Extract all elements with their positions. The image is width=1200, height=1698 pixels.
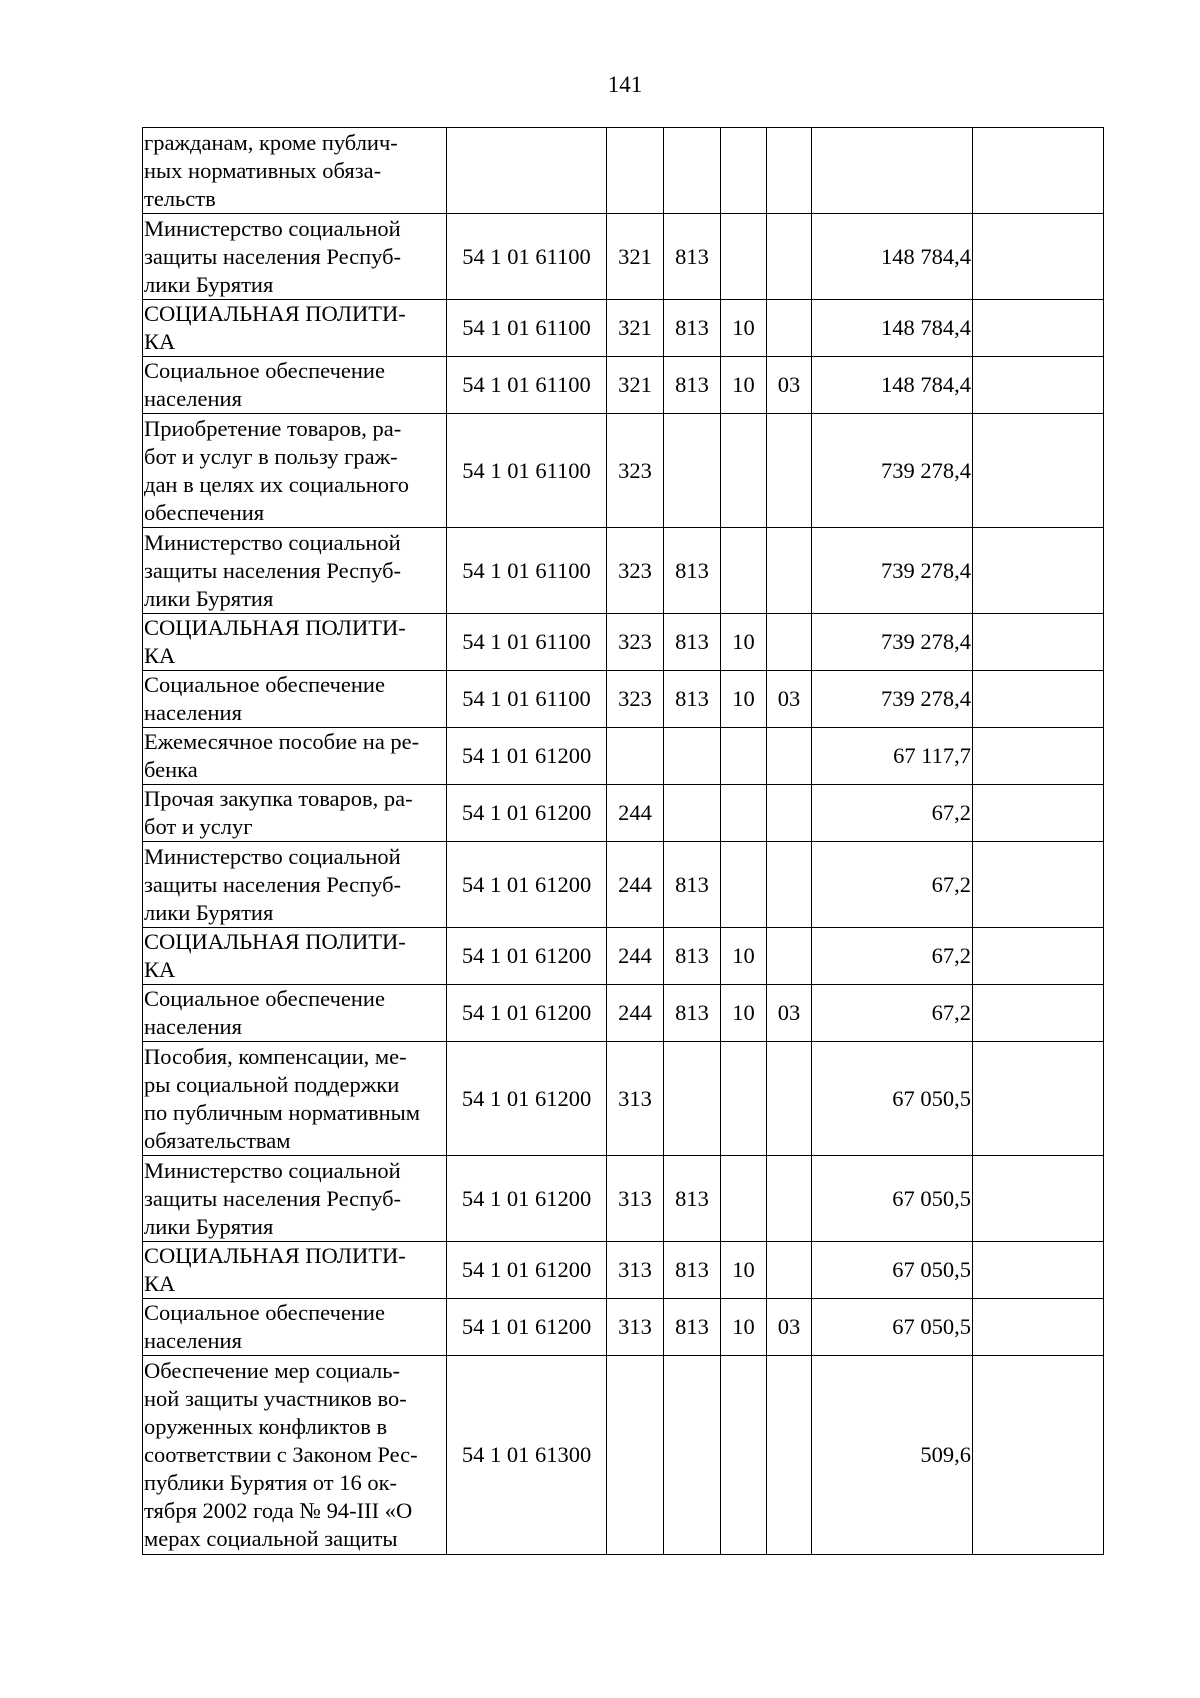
amount-cell: 739 278,4 <box>812 528 973 614</box>
department-cell: 813 <box>664 300 721 357</box>
department-cell: 813 <box>664 1156 721 1242</box>
subsection-cell <box>767 1242 812 1299</box>
row-name-line: населения <box>144 386 242 411</box>
row-name-cell <box>143 128 447 214</box>
expense-type-cell: 313 <box>607 1042 664 1156</box>
row-name-line: дан в целях их социального <box>144 471 409 497</box>
row-name-line: населения <box>144 1328 242 1353</box>
row-name-line: населения <box>144 1014 242 1039</box>
section-cell: 10 <box>721 985 767 1042</box>
section-cell: 10 <box>721 300 767 357</box>
expense-type-cell: 313 <box>607 1156 664 1242</box>
code-cell: 54 1 01 61200 <box>447 1156 607 1242</box>
department-cell: 813 <box>664 671 721 728</box>
expense-type-cell: 313 <box>607 1299 664 1356</box>
expense-type-cell: 321 <box>607 214 664 300</box>
row-name-cell <box>143 1356 447 1555</box>
section-cell <box>721 1042 767 1156</box>
row-name-line: обеспечения <box>144 499 265 525</box>
subsection-cell: 03 <box>767 357 812 414</box>
subsection-cell <box>767 214 812 300</box>
empty-cell <box>973 985 1104 1042</box>
department-cell: 813 <box>664 1242 721 1299</box>
row-name-cell <box>143 614 447 671</box>
amount-cell: 67,2 <box>812 842 973 928</box>
row-name-cell <box>143 728 447 785</box>
expense-type-cell: 323 <box>607 614 664 671</box>
subsection-cell <box>767 300 812 357</box>
code-cell: 54 1 01 61100 <box>447 300 607 357</box>
subsection-cell <box>767 728 812 785</box>
table-row <box>143 728 1104 785</box>
row-name-line: Министерство социальной <box>144 215 401 241</box>
expense-type-cell: 321 <box>607 300 664 357</box>
expense-type-cell <box>607 128 664 214</box>
expense-type-cell: 313 <box>607 1242 664 1299</box>
code-cell: 54 1 01 61100 <box>447 528 607 614</box>
empty-cell <box>973 1242 1104 1299</box>
row-name-line: тельств <box>144 185 216 211</box>
table-row <box>143 214 1104 300</box>
empty-cell <box>973 357 1104 414</box>
row-name-line: публики Бурятия от 16 ок- <box>144 1470 398 1495</box>
code-cell: 54 1 01 61200 <box>447 928 607 985</box>
amount-cell <box>812 128 973 214</box>
row-name-line: гражданам, кроме публич- <box>144 129 398 155</box>
department-cell: 813 <box>664 357 721 414</box>
empty-cell <box>973 528 1104 614</box>
subsection-cell <box>767 928 812 985</box>
department-cell: 813 <box>664 614 721 671</box>
row-name-line: СОЦИАЛЬНАЯ ПОЛИТИ- <box>144 615 406 640</box>
row-name-line: Министерство социальной <box>144 1157 401 1183</box>
row-name-line: Социальное обеспечение <box>144 986 385 1011</box>
code-cell: 54 1 01 61200 <box>447 785 607 842</box>
section-cell <box>721 214 767 300</box>
table-row <box>143 1156 1104 1242</box>
code-cell: 54 1 01 61200 <box>447 1242 607 1299</box>
table-row <box>143 1042 1104 1156</box>
table-row <box>143 985 1104 1042</box>
code-cell: 54 1 01 61200 <box>447 728 607 785</box>
row-name-line: тября 2002 года № 94-III «О <box>144 1498 413 1523</box>
department-cell <box>664 785 721 842</box>
section-cell: 10 <box>721 671 767 728</box>
amount-cell: 67,2 <box>812 928 973 985</box>
department-cell: 813 <box>664 528 721 614</box>
subsection-cell <box>767 1156 812 1242</box>
expense-type-cell <box>607 728 664 785</box>
row-name-cell <box>143 1299 447 1356</box>
department-cell: 813 <box>664 842 721 928</box>
page-number: 141 <box>607 72 643 97</box>
code-cell <box>447 128 607 214</box>
row-name-line: населения <box>144 700 242 725</box>
row-name-line: КА <box>144 957 176 982</box>
subsection-cell: 03 <box>767 671 812 728</box>
table-row <box>143 842 1104 928</box>
row-name-line: лики Бурятия <box>144 585 274 611</box>
subsection-cell <box>767 614 812 671</box>
amount-cell: 148 784,4 <box>812 214 973 300</box>
department-cell: 813 <box>664 214 721 300</box>
subsection-cell <box>767 128 812 214</box>
row-name-line: ры социальной поддержки <box>144 1071 400 1097</box>
code-cell: 54 1 01 61200 <box>447 1042 607 1156</box>
empty-cell <box>973 1299 1104 1356</box>
code-cell: 54 1 01 61100 <box>447 671 607 728</box>
row-name-cell <box>143 528 447 614</box>
expense-type-cell: 244 <box>607 985 664 1042</box>
code-cell: 54 1 01 61300 <box>447 1356 607 1555</box>
department-cell <box>664 1356 721 1555</box>
code-cell: 54 1 01 61200 <box>447 1299 607 1356</box>
row-name-cell <box>143 1156 447 1242</box>
row-name-line: защиты населения Респуб- <box>144 1185 402 1211</box>
row-name-line: Пособия, компенсации, ме- <box>144 1043 407 1069</box>
expense-type-cell: 244 <box>607 928 664 985</box>
empty-cell <box>973 614 1104 671</box>
row-name-line: лики Бурятия <box>144 899 274 925</box>
row-name-cell <box>143 1242 447 1299</box>
row-name-line: обязательствам <box>144 1127 291 1153</box>
table-row <box>143 357 1104 414</box>
row-name-line: оруженных конфликтов в <box>144 1414 388 1439</box>
subsection-cell <box>767 1042 812 1156</box>
row-name-line: Министерство социальной <box>144 843 401 869</box>
empty-cell <box>973 842 1104 928</box>
budget-table <box>142 127 1104 1555</box>
section-cell <box>721 528 767 614</box>
row-name-line: КА <box>144 643 176 668</box>
section-cell <box>721 128 767 214</box>
row-name-cell <box>143 300 447 357</box>
section-cell: 10 <box>721 928 767 985</box>
row-name-line: СОЦИАЛЬНАЯ ПОЛИТИ- <box>144 929 406 954</box>
table-body <box>143 128 1104 1555</box>
table-row <box>143 528 1104 614</box>
row-name-line: мерах социальной защиты <box>144 1526 398 1551</box>
subsection-cell <box>767 842 812 928</box>
amount-cell: 148 784,4 <box>812 300 973 357</box>
empty-cell <box>973 414 1104 528</box>
department-cell <box>664 1042 721 1156</box>
section-cell <box>721 728 767 785</box>
subsection-cell <box>767 414 812 528</box>
empty-cell <box>973 128 1104 214</box>
empty-cell <box>973 1356 1104 1555</box>
row-name-cell <box>143 357 447 414</box>
row-name-line: бенка <box>144 757 198 782</box>
code-cell: 54 1 01 61100 <box>447 357 607 414</box>
subsection-cell <box>767 785 812 842</box>
table-row <box>143 785 1104 842</box>
section-cell: 10 <box>721 1299 767 1356</box>
row-name-line: Ежемесячное пособие на ре- <box>144 729 420 754</box>
row-name-cell <box>143 214 447 300</box>
department-cell <box>664 728 721 785</box>
row-name-cell <box>143 928 447 985</box>
row-name-line: КА <box>144 1271 176 1296</box>
table-row <box>143 671 1104 728</box>
row-name-line: бот и услуг <box>144 814 253 839</box>
table-row <box>143 128 1104 214</box>
amount-cell: 67 050,5 <box>812 1299 973 1356</box>
row-name-line: Министерство социальной <box>144 529 401 555</box>
expense-type-cell: 323 <box>607 671 664 728</box>
empty-cell <box>973 214 1104 300</box>
row-name-cell <box>143 1042 447 1156</box>
amount-cell: 148 784,4 <box>812 357 973 414</box>
expense-type-cell: 323 <box>607 414 664 528</box>
code-cell: 54 1 01 61100 <box>447 614 607 671</box>
empty-cell <box>973 671 1104 728</box>
empty-cell <box>973 728 1104 785</box>
row-name-line: ной защиты участников во- <box>144 1386 407 1411</box>
row-name-line: Приобретение товаров, ра- <box>144 415 402 441</box>
row-name-cell <box>143 842 447 928</box>
row-name-cell <box>143 414 447 528</box>
department-cell: 813 <box>664 1299 721 1356</box>
subsection-cell <box>767 528 812 614</box>
empty-cell <box>973 928 1104 985</box>
table-row <box>143 614 1104 671</box>
row-name-cell <box>143 985 447 1042</box>
code-cell: 54 1 01 61200 <box>447 842 607 928</box>
subsection-cell: 03 <box>767 985 812 1042</box>
expense-type-cell: 321 <box>607 357 664 414</box>
row-name-line: защиты населения Респуб- <box>144 557 402 583</box>
section-cell: 10 <box>721 614 767 671</box>
row-name-line: Социальное обеспечение <box>144 358 385 383</box>
department-cell: 813 <box>664 928 721 985</box>
row-name-line: СОЦИАЛЬНАЯ ПОЛИТИ- <box>144 301 406 326</box>
empty-cell <box>973 1042 1104 1156</box>
amount-cell: 67,2 <box>812 985 973 1042</box>
subsection-cell: 03 <box>767 1299 812 1356</box>
row-name-line: Обеспечение мер социаль- <box>144 1358 400 1383</box>
section-cell <box>721 414 767 528</box>
section-cell <box>721 785 767 842</box>
amount-cell: 509,6 <box>812 1356 973 1555</box>
code-cell: 54 1 01 61100 <box>447 214 607 300</box>
amount-cell: 67 117,7 <box>812 728 973 785</box>
row-name-line: Прочая закупка товаров, ра- <box>144 786 413 811</box>
table-row <box>143 1356 1104 1555</box>
row-name-line: лики Бурятия <box>144 1213 274 1239</box>
row-name-line: СОЦИАЛЬНАЯ ПОЛИТИ- <box>144 1243 406 1268</box>
table-row <box>143 414 1104 528</box>
empty-cell <box>973 300 1104 357</box>
table-row <box>143 1299 1104 1356</box>
amount-cell: 739 278,4 <box>812 414 973 528</box>
amount-cell: 67 050,5 <box>812 1156 973 1242</box>
section-cell <box>721 1356 767 1555</box>
code-cell: 54 1 01 61100 <box>447 414 607 528</box>
expense-type-cell: 323 <box>607 528 664 614</box>
row-name-line: Социальное обеспечение <box>144 1300 385 1325</box>
expense-type-cell: 244 <box>607 842 664 928</box>
department-cell <box>664 414 721 528</box>
amount-cell: 739 278,4 <box>812 671 973 728</box>
section-cell <box>721 1156 767 1242</box>
empty-cell <box>973 1156 1104 1242</box>
table-row <box>143 928 1104 985</box>
row-name-line: Социальное обеспечение <box>144 672 385 697</box>
subsection-cell <box>767 1356 812 1555</box>
department-cell: 813 <box>664 985 721 1042</box>
row-name-line: защиты населения Респуб- <box>144 871 402 897</box>
expense-type-cell: 244 <box>607 785 664 842</box>
amount-cell: 67 050,5 <box>812 1242 973 1299</box>
expense-type-cell <box>607 1356 664 1555</box>
empty-cell <box>973 785 1104 842</box>
section-cell: 10 <box>721 1242 767 1299</box>
row-name-line: лики Бурятия <box>144 271 274 297</box>
row-name-cell <box>143 785 447 842</box>
row-name-line: ных нормативных обяза- <box>144 157 382 183</box>
row-name-line: КА <box>144 329 176 354</box>
code-cell: 54 1 01 61200 <box>447 985 607 1042</box>
amount-cell: 739 278,4 <box>812 614 973 671</box>
table-row <box>143 300 1104 357</box>
department-cell <box>664 128 721 214</box>
amount-cell: 67,2 <box>812 785 973 842</box>
row-name-cell <box>143 671 447 728</box>
row-name-line: по публичным нормативным <box>144 1099 420 1125</box>
section-cell <box>721 842 767 928</box>
row-name-line: соответствии с Законом Рес- <box>144 1442 418 1467</box>
row-name-line: бот и услуг в пользу граж- <box>144 443 398 469</box>
section-cell: 10 <box>721 357 767 414</box>
amount-cell: 67 050,5 <box>812 1042 973 1156</box>
row-name-line: защиты населения Респуб- <box>144 243 402 269</box>
table-row <box>143 1242 1104 1299</box>
